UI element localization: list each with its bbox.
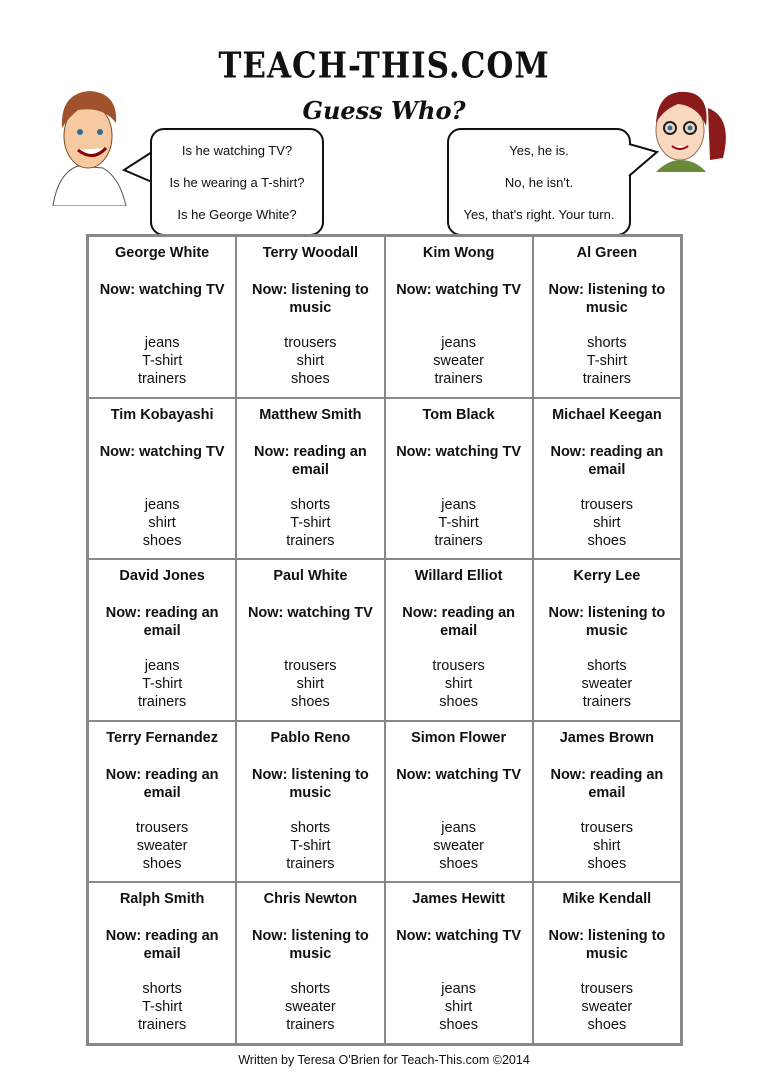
- person-name: James Hewitt: [412, 891, 505, 908]
- person-card: [236, 398, 384, 560]
- person-activity: Now: listening to music: [548, 282, 666, 316]
- clothing-item: sweater: [581, 999, 633, 1016]
- person-name: Matthew Smith: [259, 406, 362, 423]
- clothing-item: jeans: [441, 981, 476, 998]
- people-grid: [86, 234, 683, 1046]
- clothing-item: sweater: [136, 837, 188, 854]
- person-card: [88, 398, 236, 560]
- person-activity: Now: reading an email: [253, 443, 367, 478]
- clothing-item: trainers: [434, 371, 483, 387]
- clothing-item: T-shirt: [586, 353, 628, 369]
- clothing-item: trousers: [580, 819, 634, 836]
- clothing-item: shorts: [587, 658, 627, 675]
- clothes-list: [89, 819, 235, 873]
- person-card: [533, 236, 681, 398]
- person-name: Paul White: [273, 568, 348, 585]
- person-name: Chris Newton: [263, 891, 358, 908]
- clothing-item: sweater: [433, 353, 485, 369]
- answer-text: No, he isn't.: [504, 174, 574, 190]
- clothing-item: jeans: [441, 496, 476, 513]
- person-name: Terry Woodall: [262, 245, 359, 261]
- clothing-item: shoes: [587, 1017, 627, 1034]
- person-name: David Jones: [119, 568, 205, 585]
- clothing-item: shoes: [142, 532, 182, 549]
- person-activity: Now: watching TV: [396, 928, 522, 945]
- question-text: Is he wearing a T-shirt?: [169, 174, 305, 190]
- clothing-item: trainers: [286, 532, 335, 549]
- clothing-item: trainers: [137, 1017, 187, 1034]
- footer-credit: Written by Teresa O'Brien for Teach-This.com ©2014: [238, 1053, 530, 1067]
- clothing-item: shirt: [148, 514, 176, 531]
- clothes-list: [386, 496, 532, 550]
- clothes-list: [386, 334, 532, 388]
- clothes-list: [89, 334, 235, 388]
- clothing-item: jeans: [144, 335, 180, 351]
- clothing-item: jeans: [144, 496, 180, 513]
- person-card: [88, 236, 236, 398]
- clothing-item: trainers: [286, 855, 335, 872]
- clothing-item: shorts: [290, 496, 331, 513]
- person-activity: Now: watching TV: [247, 605, 373, 622]
- person-activity: Now: reading an email: [550, 443, 664, 478]
- clothing-item: T-shirt: [141, 676, 183, 693]
- clothing-item: jeans: [441, 819, 476, 836]
- person-card: [533, 721, 681, 883]
- person-card: [236, 721, 384, 883]
- person-activity: Now: watching TV: [99, 443, 225, 460]
- person-card: [236, 559, 384, 721]
- answer-text: Yes, he is.: [509, 142, 569, 158]
- clothes-list: [237, 819, 383, 873]
- clothing-item: T-shirt: [141, 999, 183, 1016]
- clothing-item: trainers: [137, 694, 187, 711]
- clothing-item: trousers: [135, 819, 189, 836]
- person-name: Michael Keegan: [552, 406, 662, 423]
- clothing-item: trainers: [582, 694, 632, 711]
- clothing-item: trousers: [580, 981, 634, 998]
- person-card: [533, 398, 681, 560]
- clothes-list: [89, 980, 235, 1034]
- person-activity: Now: reading an email: [105, 928, 219, 963]
- clothing-item: shirt: [296, 676, 325, 693]
- clothing-item: T-shirt: [290, 837, 331, 854]
- answer-text: Yes, that's right. Your turn.: [463, 206, 615, 222]
- clothes-list: [386, 980, 532, 1034]
- worksheet-title: Guess Who?: [302, 96, 466, 125]
- person-name: Kim Wong: [422, 245, 495, 261]
- clothing-item: shoes: [142, 855, 182, 872]
- clothes-list: [89, 657, 235, 711]
- person-name: James Brown: [559, 729, 655, 746]
- boy-character-illustration: [48, 88, 128, 206]
- site-title: TEACH-THIS.COM: [218, 45, 550, 87]
- person-card: [385, 398, 533, 560]
- clothing-item: trainers: [434, 532, 483, 549]
- clothing-item: shoes: [439, 694, 478, 711]
- clothes-list: [534, 657, 680, 711]
- person-card: [385, 559, 533, 721]
- clothing-item: trousers: [580, 496, 634, 513]
- clothing-item: trainers: [286, 1017, 335, 1034]
- person-activity: Now: listening to music: [251, 928, 369, 963]
- clothes-list: [534, 819, 680, 873]
- clothing-item: trousers: [284, 658, 337, 675]
- clothes-list: [237, 334, 383, 388]
- clothing-item: trainers: [582, 371, 632, 387]
- question-speech-bubble: [150, 128, 324, 236]
- girl-character-illustration: [648, 88, 728, 172]
- person-name: Willard Elliot: [414, 568, 503, 585]
- person-card: [236, 882, 384, 1044]
- person-activity: Now: listening to music: [548, 928, 666, 963]
- clothing-item: shoes: [291, 694, 330, 711]
- clothes-list: [386, 657, 532, 711]
- clothing-item: shirt: [444, 676, 473, 693]
- person-card: [88, 882, 236, 1044]
- clothing-item: shirt: [593, 837, 621, 854]
- clothing-item: jeans: [441, 335, 476, 351]
- clothes-list: [534, 496, 680, 550]
- question-text: Is he George White?: [177, 206, 297, 222]
- clothing-item: shorts: [290, 981, 331, 998]
- person-activity: Now: reading an email: [550, 766, 664, 801]
- clothing-item: shorts: [142, 981, 182, 998]
- clothing-item: shoes: [587, 532, 627, 549]
- person-card: [88, 721, 236, 883]
- person-activity: Now: listening to music: [251, 766, 369, 801]
- person-card: [533, 882, 681, 1044]
- person-activity: Now: watching TV: [99, 282, 225, 298]
- clothing-item: trousers: [284, 335, 337, 351]
- person-card: [385, 721, 533, 883]
- speech-bubble-tail-right: [627, 140, 659, 180]
- clothing-item: sweater: [433, 837, 485, 854]
- person-activity: Now: watching TV: [396, 443, 522, 460]
- clothing-item: shirt: [444, 999, 473, 1016]
- person-activity: Now: listening to music: [548, 605, 666, 640]
- clothing-item: sweater: [581, 676, 633, 693]
- person-name: Pablo Reno: [270, 729, 351, 746]
- person-card: [88, 559, 236, 721]
- person-activity: Now: reading an email: [105, 766, 219, 801]
- person-name: Tim Kobayashi: [110, 406, 214, 423]
- clothing-item: shirt: [593, 514, 621, 531]
- person-name: George White: [114, 245, 210, 261]
- person-activity: Now: listening to music: [251, 282, 369, 316]
- clothes-list: [386, 819, 532, 873]
- clothing-item: trainers: [137, 371, 187, 387]
- clothing-item: shorts: [587, 335, 627, 351]
- clothing-item: T-shirt: [290, 514, 331, 531]
- clothing-item: shoes: [587, 855, 627, 872]
- person-card: [236, 236, 384, 398]
- clothing-item: shirt: [296, 353, 325, 369]
- clothing-item: shoes: [439, 855, 478, 872]
- person-name: Al Green: [576, 245, 638, 261]
- clothing-item: shorts: [290, 819, 331, 836]
- clothing-item: T-shirt: [141, 353, 183, 369]
- person-card: [385, 236, 533, 398]
- clothing-item: shoes: [439, 1017, 478, 1034]
- person-name: Tom Black: [422, 406, 495, 423]
- question-text: Is he watching TV?: [181, 142, 293, 158]
- person-card: [533, 559, 681, 721]
- clothes-list: [534, 334, 680, 388]
- person-name: Mike Kendall: [562, 891, 652, 908]
- person-name: Kerry Lee: [573, 568, 641, 585]
- clothes-list: [534, 980, 680, 1034]
- clothing-item: T-shirt: [438, 514, 479, 531]
- clothing-item: trousers: [432, 658, 485, 675]
- clothes-list: [237, 496, 383, 550]
- clothing-item: jeans: [144, 658, 180, 675]
- person-activity: Now: reading an email: [402, 605, 516, 640]
- person-name: Simon Flower: [411, 729, 507, 746]
- person-activity: Now: reading an email: [105, 605, 219, 640]
- person-card: [385, 882, 533, 1044]
- clothes-list: [237, 657, 383, 711]
- person-activity: Now: watching TV: [396, 282, 522, 298]
- clothes-list: [89, 496, 235, 550]
- answer-speech-bubble: [447, 128, 631, 236]
- clothes-list: [237, 980, 383, 1034]
- clothing-item: sweater: [284, 999, 336, 1016]
- clothing-item: shoes: [291, 371, 330, 387]
- person-name: Ralph Smith: [119, 891, 205, 908]
- person-name: Terry Fernandez: [106, 729, 218, 746]
- person-activity: Now: watching TV: [396, 766, 522, 783]
